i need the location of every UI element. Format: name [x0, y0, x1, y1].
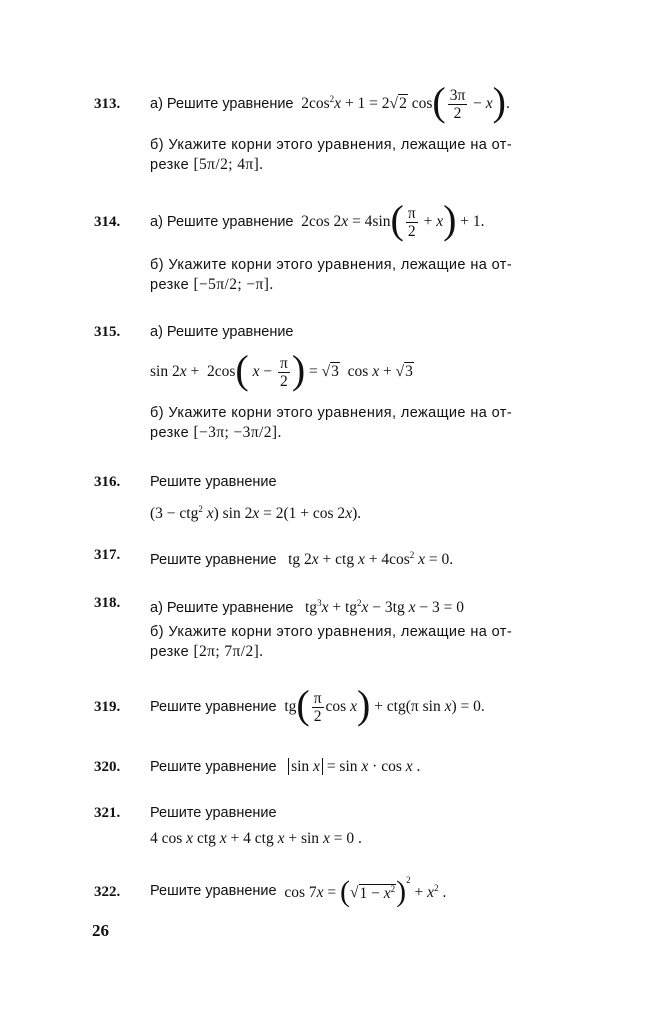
problem-line — [150, 545, 453, 570]
problem-line — [150, 873, 446, 909]
task-text-cont: резке — [150, 157, 190, 173]
task-text: б) Укажите корни этого уравнения, лежащие на от- — [150, 257, 513, 273]
segment: [−5π/2; −π]. — [193, 276, 274, 293]
task-text: б) Укажите корни этого уравнения, лежащие на от- — [150, 405, 513, 421]
problem-b — [150, 135, 615, 175]
problem-number: 315. — [94, 324, 121, 340]
task-text: б) Укажите корни этого уравнения, лежащие на от- — [150, 137, 513, 153]
problem-number: 317. — [94, 547, 121, 563]
problem-b — [150, 622, 615, 662]
page-number: 26 — [92, 921, 109, 940]
problem-b — [150, 255, 615, 295]
segment: [−3π; −3π/2]. — [193, 424, 282, 441]
task-text-cont: резке — [150, 425, 190, 441]
task-label: а) Решите уравнение — [150, 600, 294, 617]
problem-number: 319. — [94, 699, 121, 715]
task-label: Решите уравнение — [150, 552, 277, 569]
task-label: Решите уравнение — [150, 805, 277, 821]
task-text-cont: резке — [150, 277, 190, 293]
task-label: Решите уравнение — [150, 883, 277, 899]
problem-a — [150, 197, 485, 244]
segment: [5π/2; 4π]. — [193, 156, 264, 173]
equation: sin 2x + 2cos( x − $\frac{\pi}{2}$ ) = √3 cos x + √3 — [150, 347, 413, 392]
equation: $tg^3x + tg^2x - 3tg$ x − 3 = 0 — [297, 598, 464, 617]
task-label: а) Решите уравнение — [150, 214, 294, 230]
problem-a — [150, 79, 510, 126]
equation: (3 − ctg$^2$ x) sin 2x = 2(1 + cos 2x). — [150, 504, 362, 523]
equation: $\cos 7x = (√1 - x^2)^2 + x^2$ . — [276, 875, 447, 909]
task-label: а) Решите уравнение — [150, 324, 294, 340]
equation: sin x = sin x · cos x . — [280, 758, 420, 775]
task-label: Решите уравнение — [150, 699, 277, 715]
equation: 4 cos x ctg x + 4 ctg x + sin x = 0 . — [150, 830, 362, 847]
problem-b — [150, 403, 615, 443]
task-text-cont: резке — [150, 644, 190, 660]
task-text: б) Укажите корни этого уравнения, лежащие на от- — [150, 624, 513, 640]
problem-line — [150, 757, 420, 777]
problem-number: 316. — [94, 474, 121, 490]
equation: 2cos 2x = 4sin( $\frac{\pi}{2}$ + x) + 1. — [293, 197, 485, 242]
problem-a — [150, 593, 464, 618]
problem-number: 318. — [94, 595, 121, 611]
task-label: Решите уравнение — [150, 474, 277, 490]
segment: [2π; 7π/2]. — [193, 643, 264, 660]
equation: tg 2x + ctg $x + 4\cos^2$ x = 0. — [280, 550, 454, 569]
problem-number: 321. — [94, 805, 121, 821]
task-label: а) Решите уравнение — [150, 96, 294, 112]
problem-number: 313. — [94, 96, 121, 112]
task-label: Решите уравнение — [150, 759, 277, 775]
equation: $2\cos^2x + 1 = 2√2$ cos( $\frac{3\pi}{2}$ − x). — [293, 79, 510, 124]
equation: tg( $\frac{\pi}{2}$ cos x) + ctg(π sin x) = 0. — [276, 682, 485, 727]
problem-number: 322. — [94, 884, 121, 900]
problem-number: 314. — [94, 214, 121, 230]
problem-number: 320. — [94, 759, 121, 775]
problem-line — [150, 682, 485, 729]
